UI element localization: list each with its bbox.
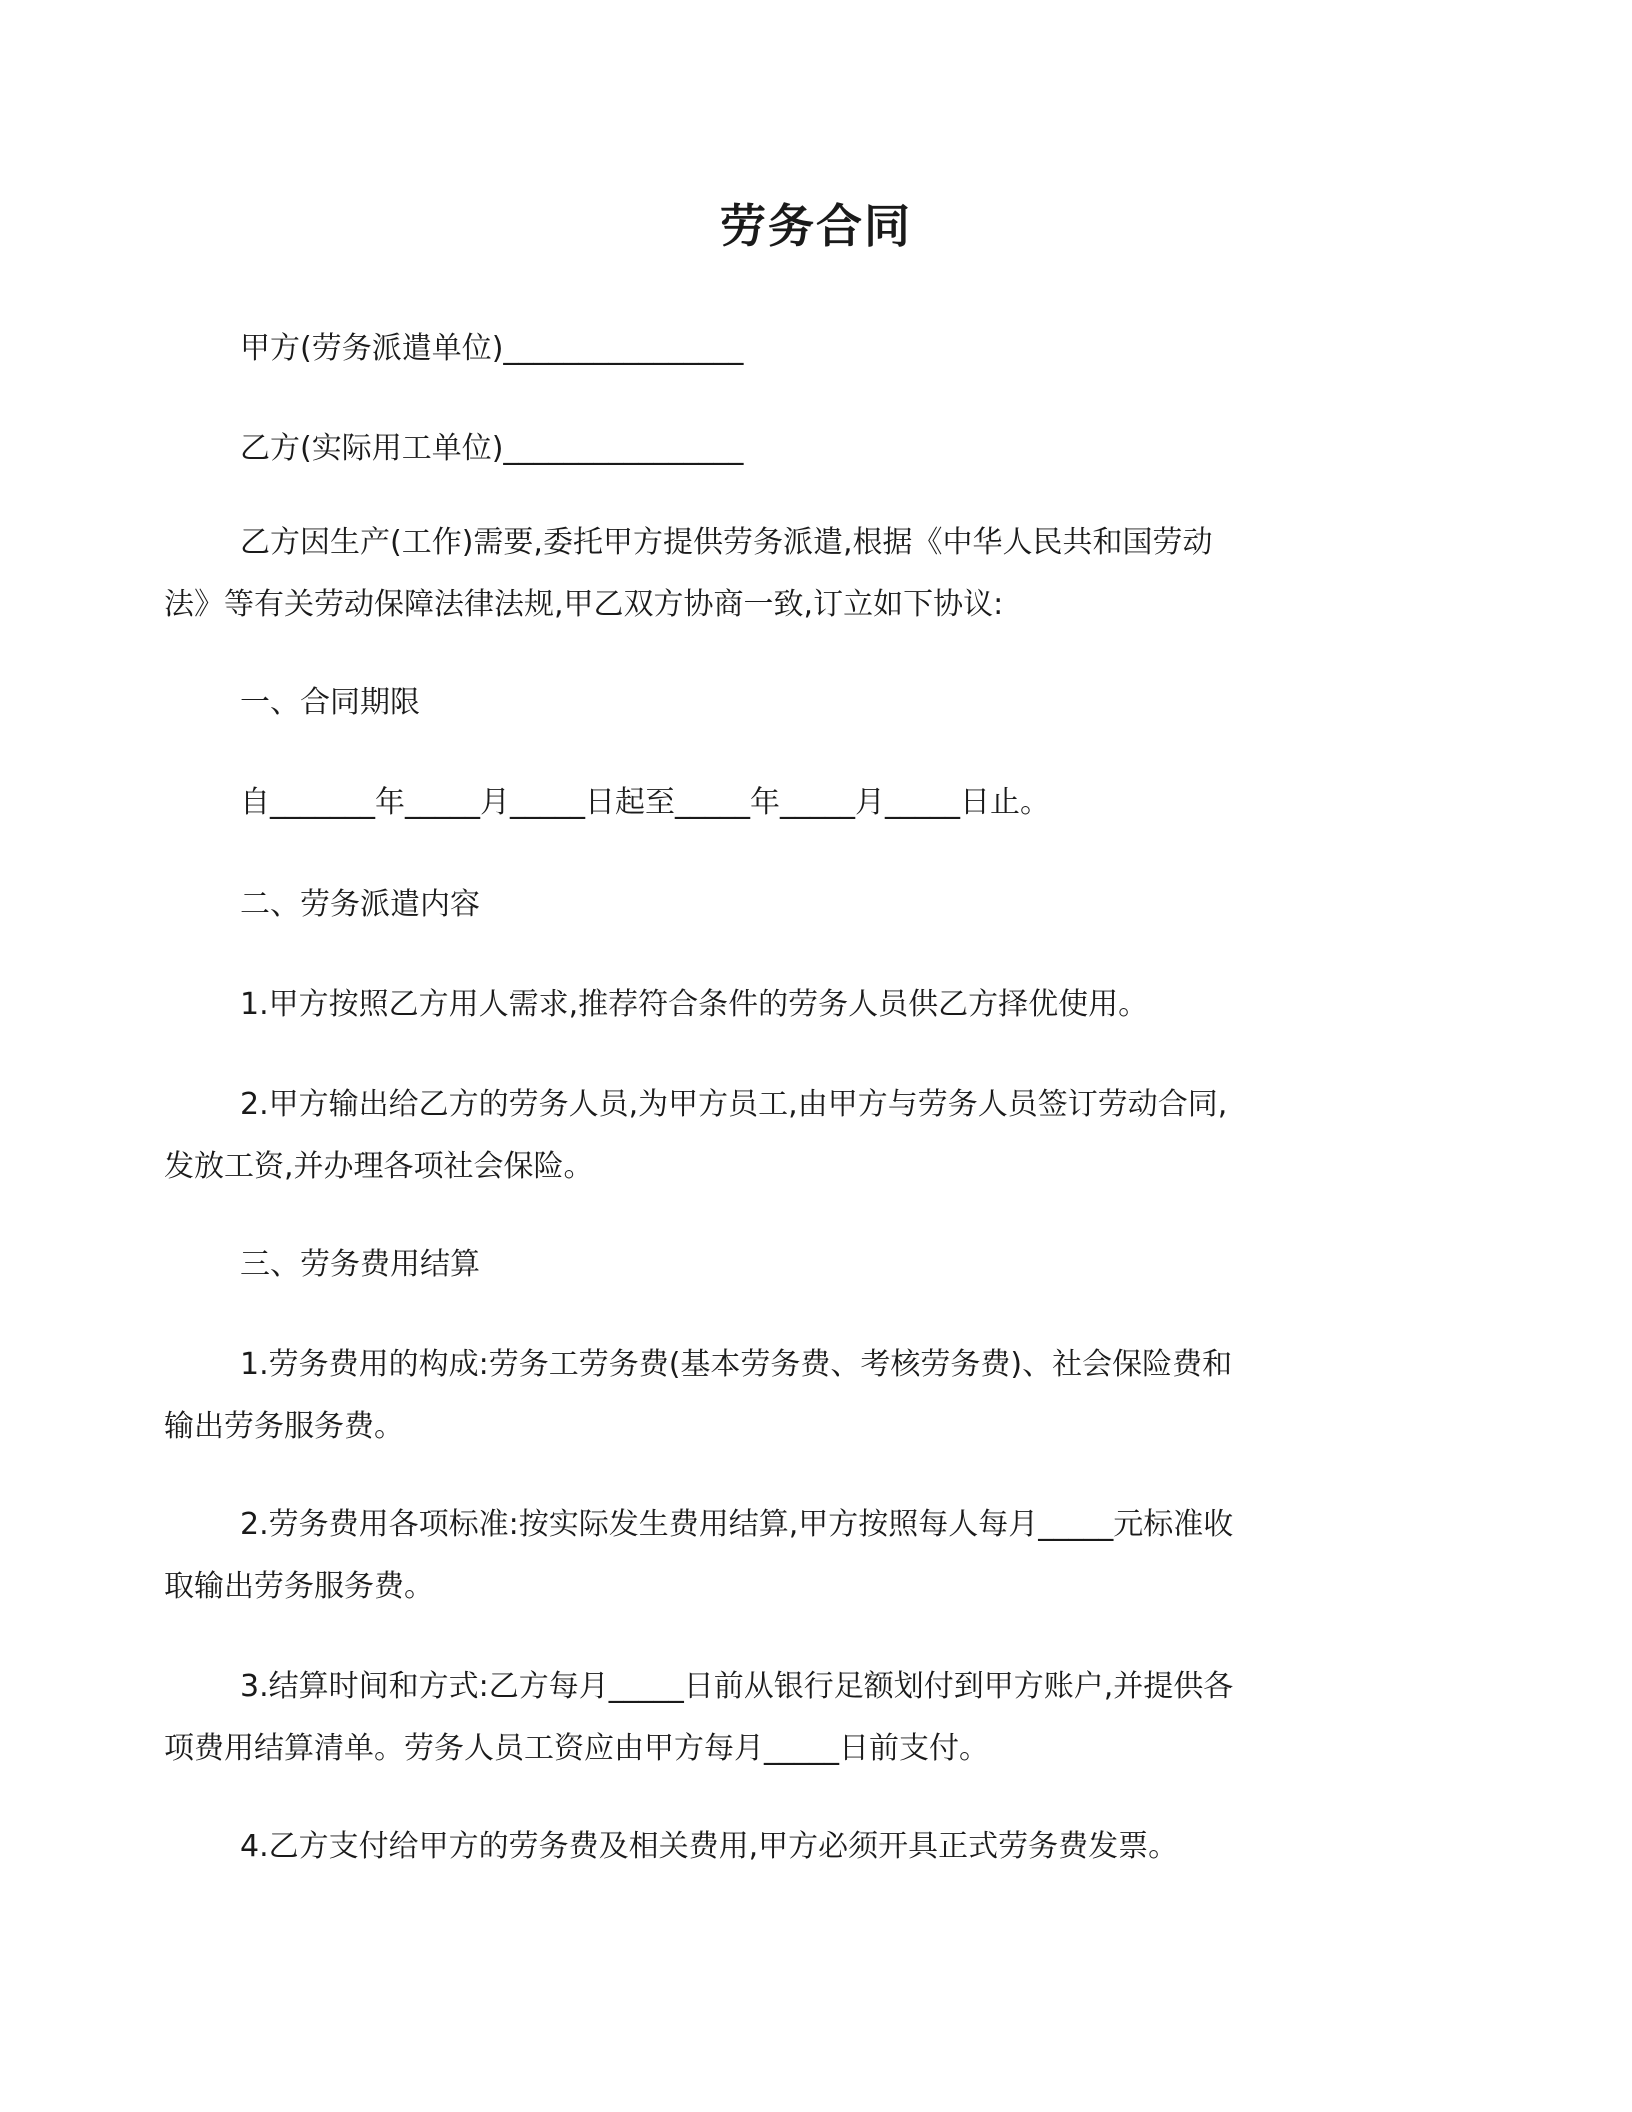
section-3-item-4: 4.乙方支付给甲方的劳务费及相关费用,甲方必须开具正式劳务费发票。 bbox=[240, 1829, 1179, 1864]
section-3-item-3 bbox=[164, 1656, 1390, 1780]
section-3-item-1-line-2: 输出劳务服务费。 bbox=[164, 1409, 404, 1444]
section-1-heading: 一、合同期限 bbox=[240, 685, 420, 720]
party-a-line: 甲方(劳务派遣单位)________________ bbox=[240, 331, 744, 366]
section-2-item-1: 1.甲方按照乙方用人需求,推荐符合条件的劳务人员供乙方择优使用。 bbox=[240, 987, 1149, 1022]
party-b-line: 乙方(实际用工单位)________________ bbox=[240, 431, 744, 466]
contract-term-line: 自_______年_____月_____日起至_____年_____月_____日止。 bbox=[240, 785, 1050, 820]
section-3-item-3-line-2: 项费用结算清单。劳务人员工资应由甲方每月_____日前支付。 bbox=[164, 1731, 989, 1766]
preamble-paragraph bbox=[164, 512, 1390, 636]
section-2-item-2 bbox=[164, 1074, 1390, 1198]
preamble-line-1: 乙方因生产(工作)需要,委托甲方提供劳务派遣,根据《中华人民共和国劳动 bbox=[240, 525, 1213, 560]
section-2-item-2-line-2: 发放工资,并办理各项社会保险。 bbox=[164, 1149, 594, 1184]
section-3-item-1 bbox=[164, 1334, 1390, 1458]
section-2-item-2-line-1: 2.甲方输出给乙方的劳务人员,为甲方员工,由甲方与劳务人员签订劳动合同, bbox=[240, 1087, 1228, 1122]
section-3-item-2-line-1: 2.劳务费用各项标准:按实际发生费用结算,甲方按照每人每月_____元标准收 bbox=[240, 1507, 1234, 1542]
section-3-heading: 三、劳务费用结算 bbox=[240, 1247, 480, 1282]
section-2-heading: 二、劳务派遣内容 bbox=[240, 887, 480, 922]
section-3-item-1-line-1: 1.劳务费用的构成:劳务工劳务费(基本劳务费、考核劳务费)、社会保险费和 bbox=[240, 1347, 1233, 1382]
preamble-line-2: 法》等有关劳动保障法律法规,甲乙双方协商一致,订立如下协议: bbox=[164, 587, 1004, 622]
section-3-item-3-line-1: 3.结算时间和方式:乙方每月_____日前从银行足额划付到甲方账户,并提供各 bbox=[240, 1669, 1234, 1704]
section-3-item-2-line-2: 取输出劳务服务费。 bbox=[164, 1569, 434, 1604]
section-3-item-2 bbox=[164, 1494, 1390, 1618]
document-title: 劳务合同 bbox=[720, 199, 912, 253]
